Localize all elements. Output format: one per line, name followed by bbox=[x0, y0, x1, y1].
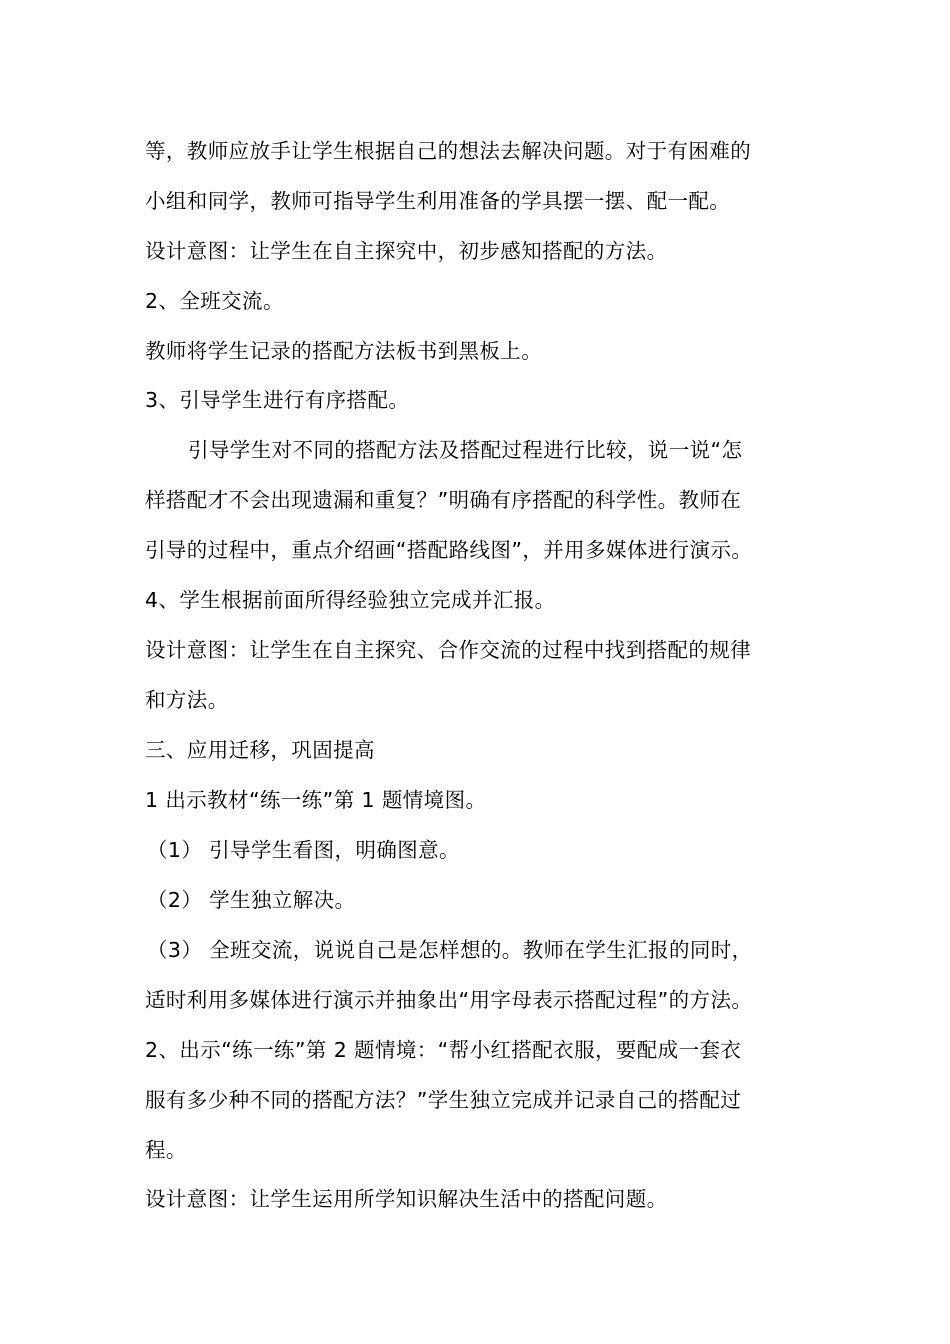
paragraph-line: 程。 bbox=[145, 1138, 187, 1162]
design-intent-line: 设计意图：让学生在自主探究、合作交流的过程中找到搭配的规律 bbox=[145, 638, 752, 662]
paragraph-line: 样搭配才不会出现遗漏和重复？”明确有序搭配的科学性。教师在 bbox=[145, 488, 742, 512]
paragraph-line: 引导的过程中，重点介绍画“搭配路线图”，并用多媒体进行演示。 bbox=[145, 538, 753, 562]
sub-step: （3） 全班交流，说说自己是怎样想的。教师在学生汇报的同时， bbox=[147, 938, 753, 962]
sub-step: （1） 引导学生看图，明确图意。 bbox=[147, 838, 460, 862]
step-heading: 2、出示“练一练”第 2 题情境：“帮小红搭配衣服，要配成一套衣 bbox=[145, 1038, 742, 1062]
step-heading: 3、引导学生进行有序搭配。 bbox=[145, 388, 410, 412]
paragraph-line: 适时利用多媒体进行演示并抽象出“用字母表示搭配过程”的方法。 bbox=[145, 988, 753, 1012]
sub-step: （2） 学生独立解决。 bbox=[147, 888, 356, 912]
design-intent-line: 设计意图：让学生在自主探究中，初步感知搭配的方法。 bbox=[145, 239, 668, 263]
paragraph-line: 小组和同学，教师可指导学生利用准备的学具摆一摆、配一配。 bbox=[145, 189, 731, 213]
design-intent-line: 设计意图：让学生运用所学知识解决生活中的搭配问题。 bbox=[145, 1187, 668, 1211]
paragraph-line: 等，教师应放手让学生根据自己的想法去解决问题。对于有困难的 bbox=[145, 139, 752, 163]
design-intent-line: 和方法。 bbox=[145, 688, 229, 712]
step-heading: 2、全班交流。 bbox=[145, 289, 284, 313]
step-heading: 4、学生根据前面所得经验独立完成并汇报。 bbox=[145, 588, 556, 612]
step-heading: 1 出示教材“练一练”第 1 题情境图。 bbox=[145, 788, 487, 812]
paragraph-line: 教师将学生记录的搭配方法板书到黑板上。 bbox=[145, 339, 543, 363]
paragraph-line: 引导学生对不同的搭配方法及搭配过程进行比较，说一说“怎 bbox=[188, 438, 743, 462]
paragraph-line: 服有多少种不同的搭配方法？”学生独立完成并记录自己的搭配过 bbox=[145, 1088, 742, 1112]
section-heading: 三、应用迁移，巩固提高 bbox=[145, 738, 375, 762]
